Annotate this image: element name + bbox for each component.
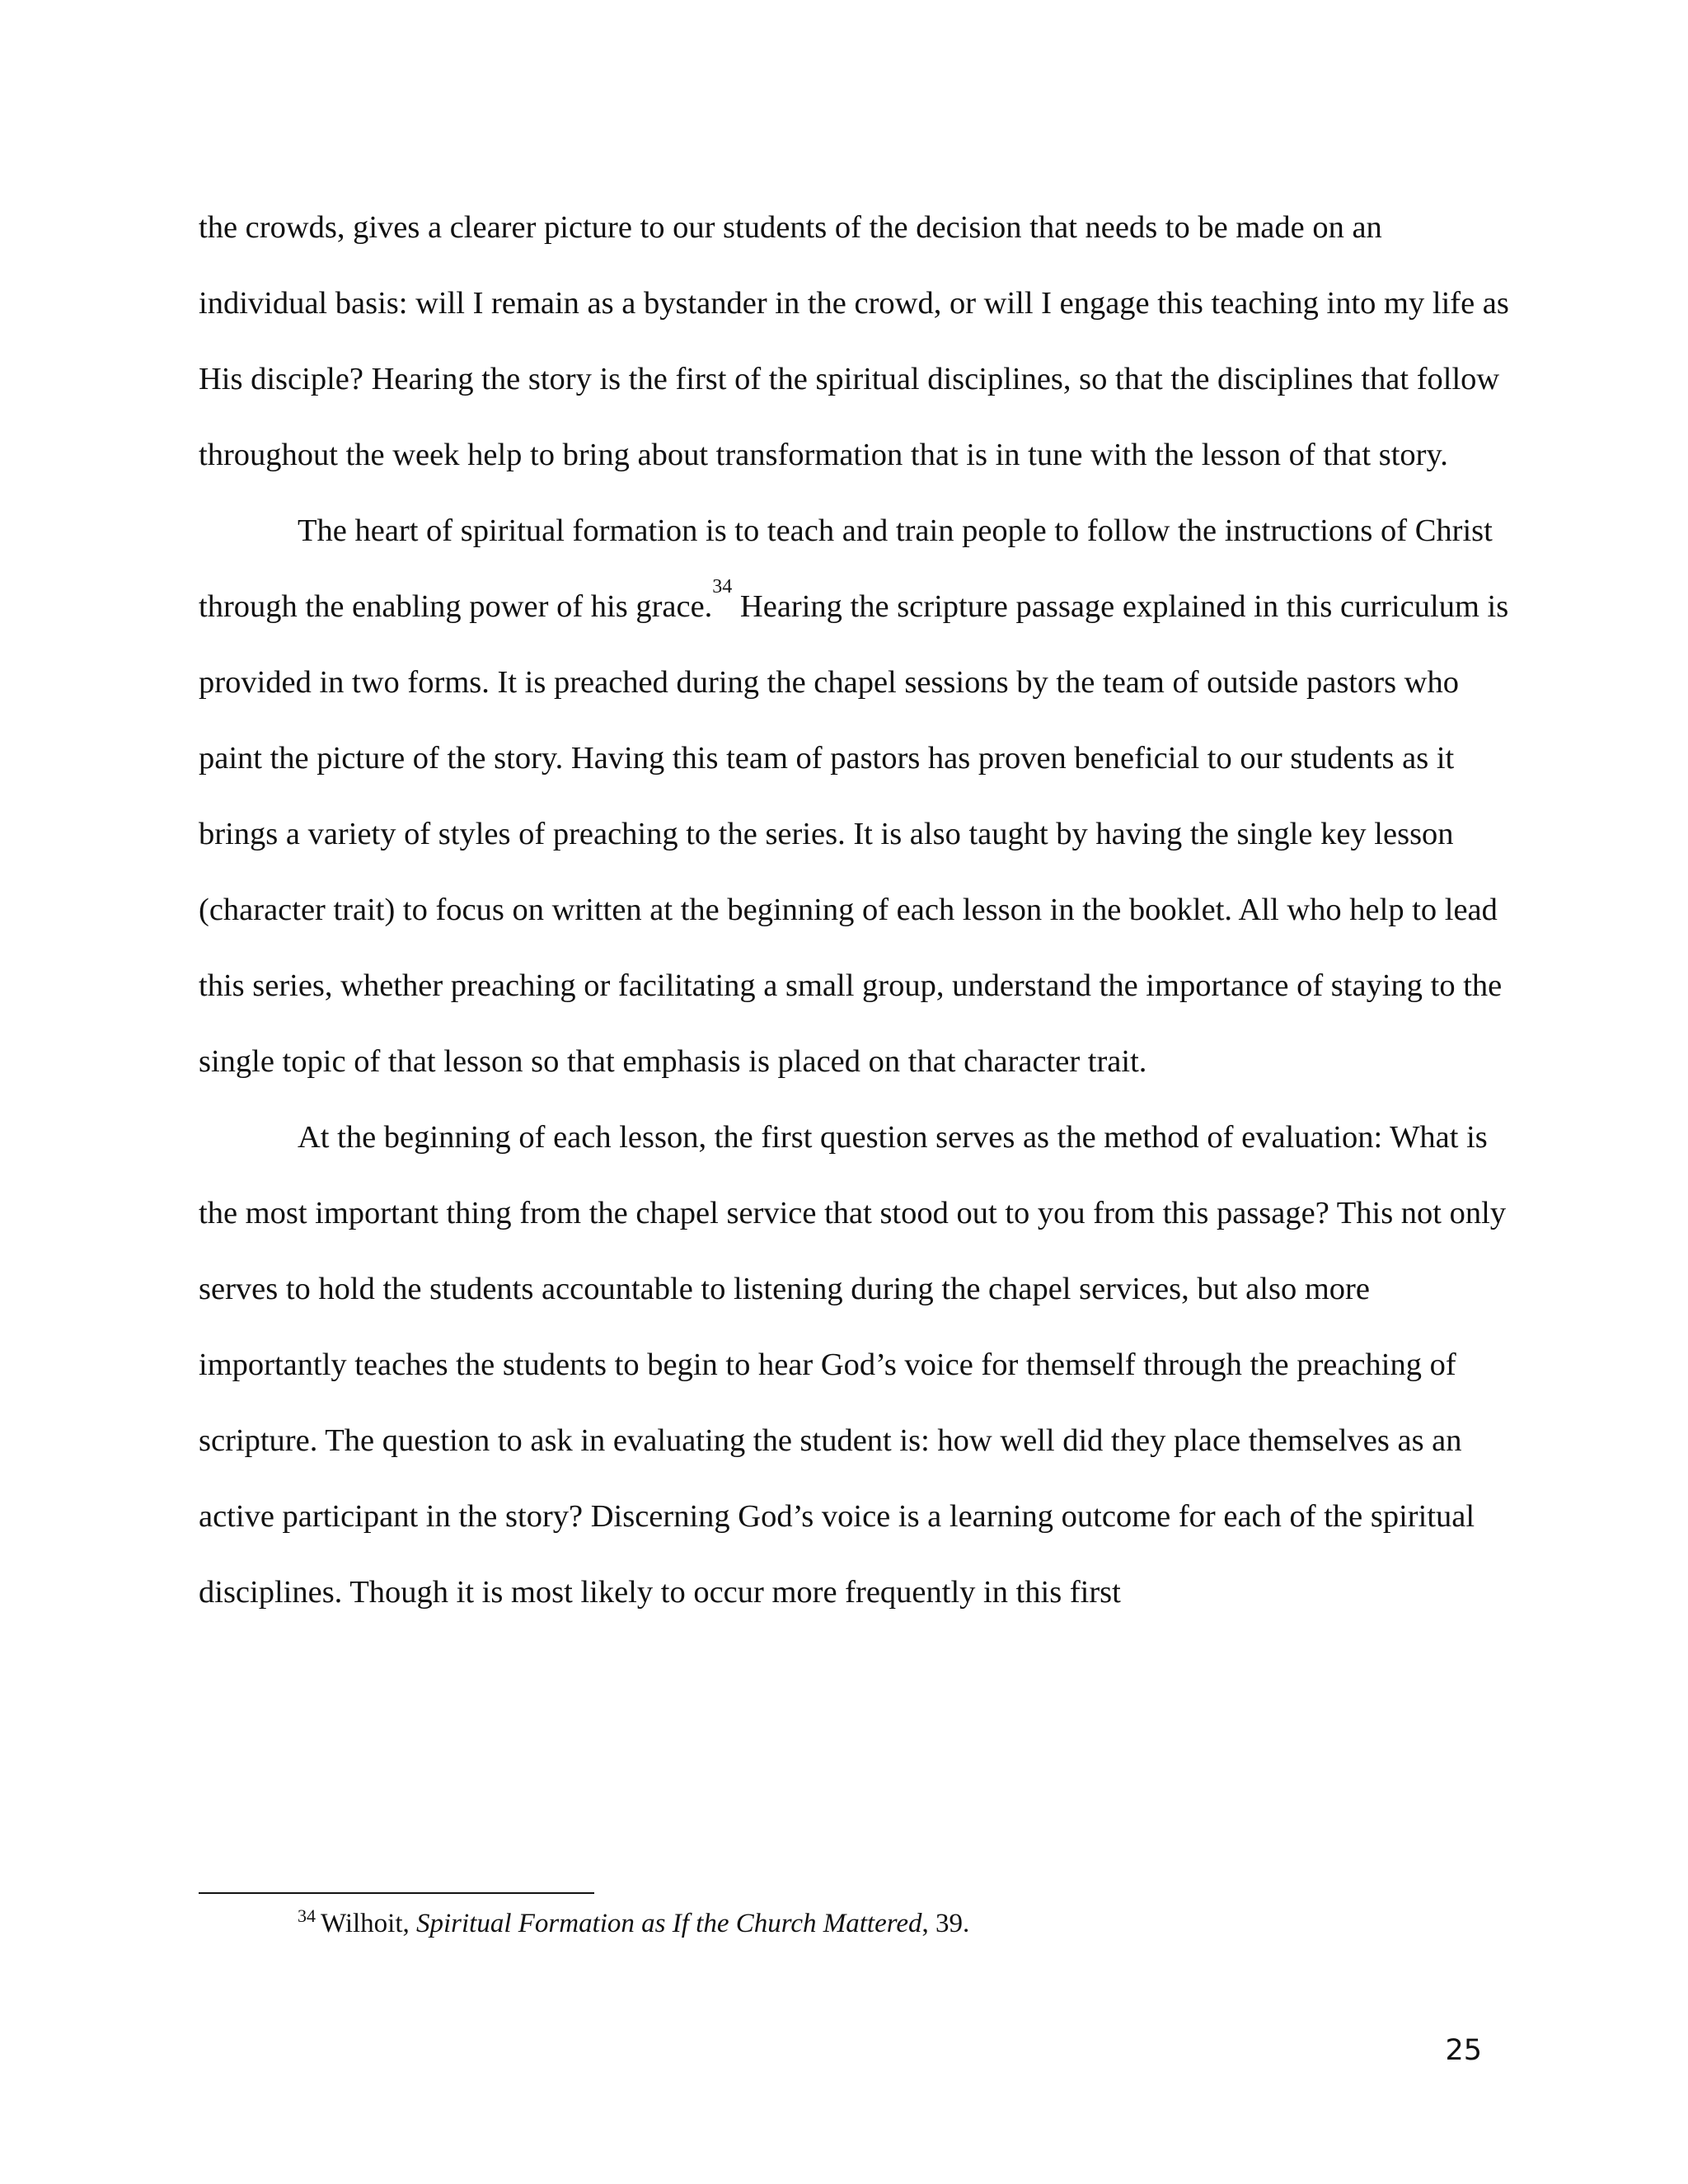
footnote-separator <box>199 1892 594 1894</box>
footnote-suffix: , 39. <box>921 1909 970 1938</box>
page-number: 25 <box>1445 2034 1482 2067</box>
footnote-reference[interactable]: 34 <box>712 576 733 598</box>
paragraph-spiritual-formation <box>199 493 1509 1099</box>
paragraph-continuation: the crowds, gives a clearer picture to our students of the decision that needs to be made on an individual basis: will I remain as a bystander in the crowd, or will I engage this teaching into my life as His disciple? Hearing the story is the first of the spiritual disciplines, so that the disciplines that follow throughout the week help to bring about transformation that is in tune with the lesson of that story. <box>199 210 1509 472</box>
footnote <box>298 1904 1509 1943</box>
footnote-number: 34 <box>298 1905 316 1926</box>
paragraph-evaluation: At the beginning of each lesson, the first question serves as the method of evaluation: What is the most important thing from the chapel service that stood out to you from this passage? This not only serves to hold the students accountable to listening during the chapel services, but also more importantly teaches the students to begin to hear God’s voice for themself through the preaching of scripture. The question to ask in evaluating the student is: how well did they place themselves as an active participant in the story? Discerning God’s voice is a learning outcome for each of the spiritual disciplines. Though it is most likely to occur more frequently in this first <box>199 1120 1507 1610</box>
main-body-text <box>199 190 1509 1630</box>
footnote-title: Spiritual Formation as If the Church Mattered <box>416 1909 922 1938</box>
footnote-author: Wilhoit, <box>321 1909 416 1938</box>
paragraph-text: The heart of spiritual formation is to teach and train people to follow the instructions of Christ through the enabling power of his grace. <box>199 513 1493 624</box>
paragraph-text: Hearing the scripture passage explained in this curriculum is provided in two forms. It is preached during the chapel sessions by the team of outside pastors who paint the picture of the story. Having this team of pastors has proven beneficial to our students as it brings a variety of styles of preaching to the series. It is also taught by having the single key lesson (character trait) to focus on written at the beginning of each lesson in the booklet. All who help to lead this series, whether preaching or facilitating a small group, understand the importance of staying to the single topic of that lesson so that emphasis is placed on that character trait. <box>199 589 1509 1079</box>
